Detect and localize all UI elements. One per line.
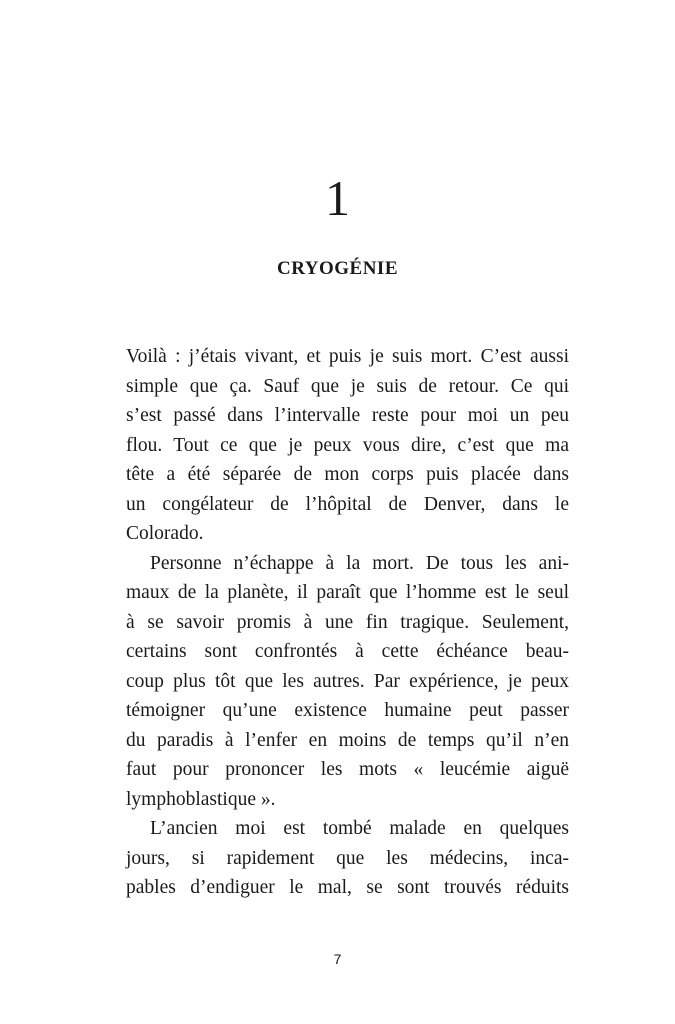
text-line: Voilà : j’étais vivant, et puis je suis mort. C’est aussi: [126, 346, 569, 367]
chapter-title: CRYOGÉNIE: [276, 258, 398, 279]
text-line: jours, si rapidement que les médecins, inca-: [126, 847, 569, 869]
chapter-number: 1: [325, 170, 350, 226]
text-line: coup plus tôt que les autres. Par expérience, je peux: [126, 670, 569, 692]
text-line: Colorado.: [126, 523, 204, 544]
text-line: un congélateur de l’hôpital de Denver, dans le: [126, 493, 569, 515]
paragraph-2: [126, 549, 569, 815]
paragraph-1: [126, 342, 569, 549]
text-line: lymphoblastique ».: [126, 788, 276, 810]
text-line: certains sont confrontés à cette échéance beau-: [126, 641, 569, 662]
text-line: Personne n’échappe à la mort. De tous les ani-: [150, 552, 569, 574]
text-line: maux de la planète, il paraît que l’homme est le seul: [126, 582, 569, 603]
paragraph-3: [126, 814, 569, 903]
text-line: flou. Tout ce que je peux vous dire, c’est que ma: [126, 434, 569, 456]
text-line: du paradis à l’enfer en moins de temps qu’il n’en: [126, 729, 569, 751]
text-line: pables d’endiguer le mal, se sont trouvés réduits: [126, 877, 569, 898]
text-line: à se savoir promis à une fin tragique. Seulement,: [126, 611, 569, 633]
text-line: simple que ça. Sauf que je suis de retour. Ce qui: [126, 375, 569, 397]
text-line: faut pour prononcer les mots « leucémie aiguë: [126, 759, 569, 780]
text-line: tête a été séparée de mon corps puis placée dans: [126, 464, 569, 485]
page-number: 7: [333, 951, 342, 967]
text-line: L’ancien moi est tombé malade en quelques: [150, 818, 569, 839]
text-line: s’est passé dans l’intervalle reste pour moi un peu: [126, 405, 569, 426]
text-line: témoigner qu’une existence humaine peut passer: [126, 700, 569, 721]
body-text: [126, 342, 569, 903]
